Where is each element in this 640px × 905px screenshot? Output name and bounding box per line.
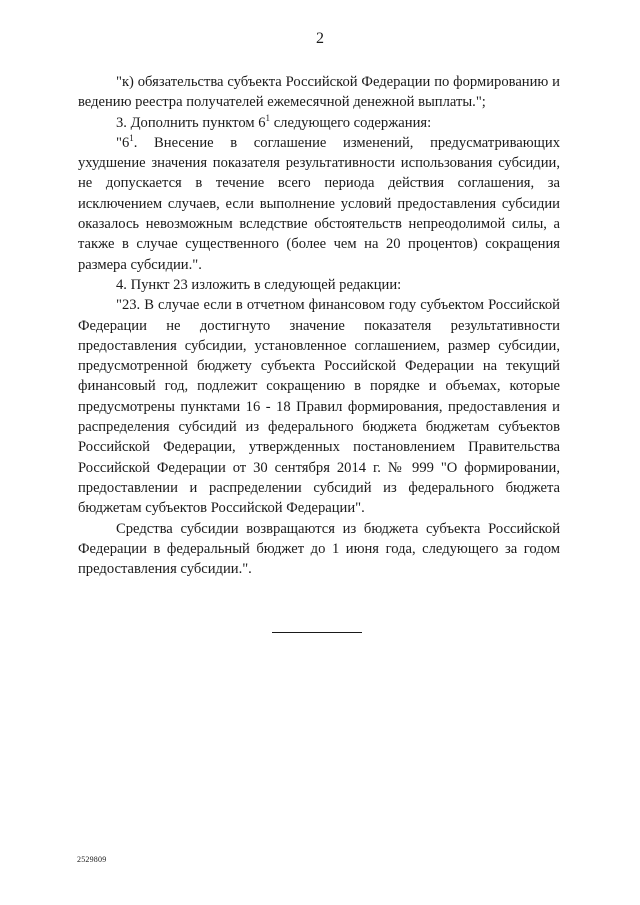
paragraph-subsidy-return: Средства субсидии возвращаются из бюджета субъекта Российской Федерации в федеральный бюджет до 1 июня года, следующего за годом предоставления субсидии.". xyxy=(78,520,560,578)
paragraph-item-k: "к) обязательства субъекта Российской Федерации по формированию и ведению реестра получателей ежемесячной денежной выплаты."; xyxy=(78,74,560,111)
superscript-index: 1 xyxy=(265,112,271,123)
paragraph-text: 3. Дополнить пунктом 6 xyxy=(116,114,266,131)
paragraph-text: . Внесение в соглашение изменений, предусматривающих ухудшение значения показателя результативности использования субсидии, не допускается в течение всего периода действия соглашения, за исключением случаев, если выполнение условий предоставления субсидии оказалось невозможным вследствие обстоятельств непреодолимой силы, а также в случае существенного (более чем на 20 процентов) сокращения размера субсидии.". xyxy=(78,134,560,273)
document-body xyxy=(78,72,560,579)
paragraph-clause-6-1 xyxy=(78,133,560,275)
document-code: 2529809 xyxy=(77,855,107,864)
superscript-index: 1 xyxy=(129,132,134,143)
paragraph-add-clause-6-1 xyxy=(78,113,560,133)
paragraph-text: "6 xyxy=(116,134,130,151)
end-divider xyxy=(272,632,362,633)
paragraph-clause-23-intro: 4. Пункт 23 изложить в следующей редакции: xyxy=(116,276,402,293)
paragraph-clause-23: "23. В случае если в отчетном финансовом году субъектом Российской Федерации не достигнуто значение показателя результативности предоставления субсидии, установленное соглашением, размер субсидии, предусмотренной бюджету субъекта Российской Федерации на текущий финансовый год, подлежит сокращению в порядке и объемах, которые предусмотрены пунктами 16 - 18 Правил формирования, предоставления и распределения субсидий из федерального бюджета бюджетам субъектов Российской Федерации, утвержденных постановлением Правительства Российской Федерации от 30 сентября 2014 г. № 999 "О формировании, предоставлении и распределении субсидий из федерального бюджета бюджетам субъектов Российской Федерации". xyxy=(78,297,560,517)
page-number: 2 xyxy=(316,30,324,47)
paragraph-text: следующего содержания: xyxy=(270,114,432,131)
